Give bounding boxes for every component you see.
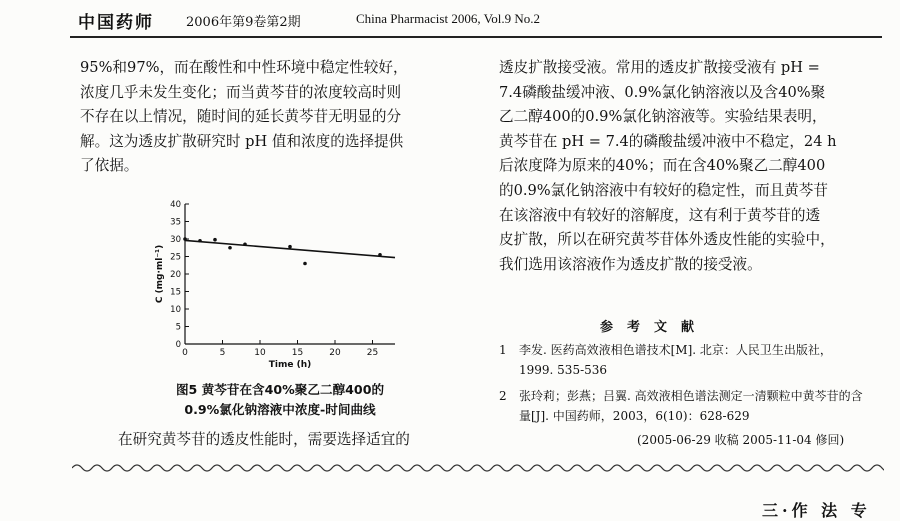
data-point: [198, 239, 202, 243]
reference-text: 量[J]. 中国药师，2003，6(10)：628-629: [519, 409, 750, 423]
text-line: 解。这为透皮扩散研究时 pH 值和浓度的选择提供: [80, 132, 404, 150]
x-tick-label: 10: [254, 348, 266, 358]
y-tick-label: 35: [170, 217, 181, 228]
text-line: 7.4磷酸盐缓冲液、0.9%氯化钠溶液以及含40%聚: [499, 83, 826, 101]
right-column-paragraph: [499, 56, 837, 277]
decorative-wave-divider: [72, 462, 884, 474]
data-point: [288, 245, 292, 249]
data-point: [183, 237, 187, 241]
figure-caption-line-1: 图5 黄芩苷在含40%聚乙二醇400的: [175, 382, 385, 397]
text-line: 透皮扩散接受液。常用的透皮扩散接受液有 pH =: [499, 59, 820, 76]
text-line: 黄芩苷在 pH = 7.4的磷酸盐缓冲液中不稳定，24 h: [499, 132, 837, 150]
reference-text: 1999. 535-536: [519, 363, 608, 377]
data-point: [228, 246, 232, 250]
x-axis-label: Time (h): [268, 360, 312, 370]
reference-text: 张玲莉；彭燕；吕翼. 高效液相色谱法测定一清颗粒中黄芩苷的含: [519, 389, 863, 403]
text-line: 皮扩散，所以在研究黄芩苷体外透皮性能的实验中，: [499, 231, 835, 249]
text-line: 后浓度降为原来的40%；而在含40%聚乙二醇400: [499, 157, 826, 175]
issue-info-cn: 2006年第9卷第2期: [186, 15, 301, 30]
y-tick-label: 0: [175, 340, 181, 350]
data-point: [243, 242, 247, 246]
journal-name: 中国药师: [78, 13, 154, 33]
text-line: 不存在以上情况，随时间的延长黄芩苷无明显的分: [80, 108, 402, 126]
y-tick-label: 20: [170, 270, 181, 280]
y-tick-label: 5: [175, 322, 181, 333]
y-tick-label: 30: [170, 235, 181, 245]
x-tick-label: 20: [329, 348, 341, 358]
text-line: 了依据。: [80, 157, 139, 175]
figure-caption-line-2: 0.9%氯化钠溶液中浓度-时间曲线: [184, 402, 376, 417]
x-tick-label: 15: [291, 348, 304, 358]
y-tick-label: 25: [170, 252, 181, 263]
text-line: 乙二醇400的0.9%氯化钠溶液等。实验结果表明，: [499, 108, 827, 126]
issue-info-en: China Pharmacist 2006, Vol.9 No.2: [356, 11, 541, 26]
data-point: [378, 253, 382, 257]
text-line: 在该溶液中有较好的溶解度，这有利于黄芩苷的透: [499, 206, 821, 224]
data-point: [303, 262, 307, 266]
page-header: [0, 0, 900, 38]
y-tick-label: 10: [170, 305, 181, 315]
x-tick-label: 25: [366, 348, 379, 358]
figure-5-chart: [150, 196, 400, 376]
text-line: 我们选用该溶液作为透皮扩散的接受液。: [499, 255, 762, 273]
data-point: [213, 238, 217, 242]
x-tick-label: 0: [182, 348, 188, 358]
x-tick-label: 5: [219, 348, 226, 358]
reference-number: 1: [499, 343, 507, 357]
left-column-bottom-line: 在研究黄芩苷的透皮性能时，需要选择适宜的: [118, 431, 410, 448]
y-tick-label: 40: [170, 200, 181, 210]
text-line: 浓度几乎未发生变化；而当黄芩苷的浓度较高时则: [80, 83, 402, 101]
references-title: 参考文献: [600, 320, 709, 335]
received-dates: (2005-06-29 收稿 2005-11-04 修回): [637, 433, 845, 447]
header-rule: [70, 36, 882, 38]
y-tick-label: 15: [170, 287, 181, 298]
fit-line: [185, 240, 395, 257]
reference-number: 2: [499, 389, 507, 403]
text-line: 95%和97%，而在酸性和中性环境中稳定性较好，: [80, 59, 408, 76]
y-axis-label: C (mg·ml⁻¹): [155, 244, 165, 304]
text-line: 的0.9%氯化钠溶液中有较好的稳定性，而且黄芩苷: [499, 181, 828, 199]
next-page-fragment: 三·作 法 专: [762, 501, 871, 520]
left-column-paragraph: [80, 56, 408, 179]
reference-text: 李发. 医药高效液相色谱技术[M]. 北京：人民卫生出版社，: [519, 343, 832, 357]
